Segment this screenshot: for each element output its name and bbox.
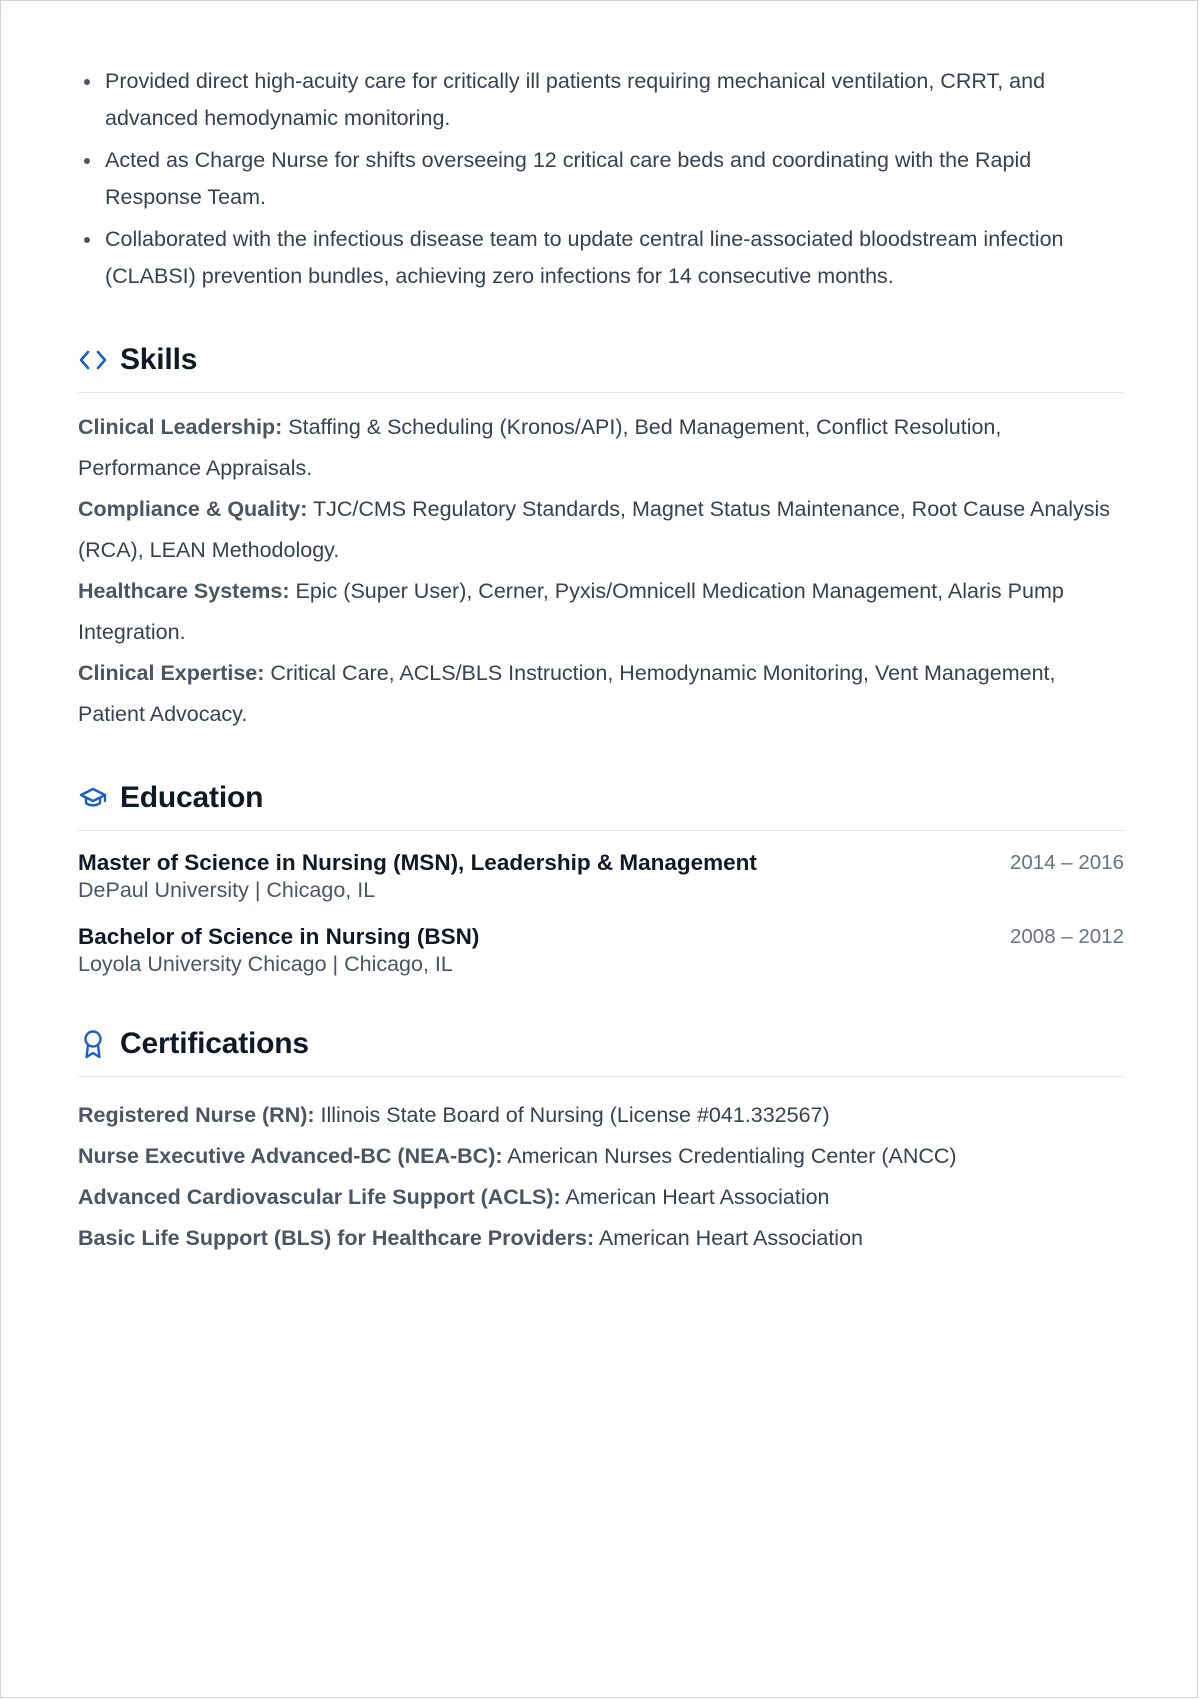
certifications-list [78, 1095, 1124, 1259]
certification-name: Basic Life Support (BLS) for Healthcare Providers: [78, 1226, 595, 1250]
degree-name: Master of Science in Nursing (MSN), Leadership & Management [78, 850, 757, 875]
skill-group-text: Epic (Super User), Cerner, Pyxis/Omnicell Medication Management, Alaris Pump Integration. [78, 579, 1064, 644]
skill-group-label: Healthcare Systems: [78, 579, 290, 603]
certifications-heading [78, 1017, 1124, 1077]
skill-group-text: Staffing & Scheduling (Kronos/API), Bed Management, Conflict Resolution, Performance Appraisals. [78, 415, 1002, 480]
skill-group-label: Clinical Expertise: [78, 661, 265, 685]
experience-bullet: Acted as Charge Nurse for shifts overseeing 12 critical care beds and coordinating with the Rapid Response Team. [105, 142, 1124, 216]
certification-item [78, 1136, 1124, 1177]
education-dates: 2008 – 2012 [1009, 925, 1124, 948]
certification-name: Advanced Cardiovascular Life Support (ACLS): [78, 1185, 561, 1209]
certification-issuer: American Heart Association [594, 1226, 863, 1250]
education-section [78, 771, 1124, 977]
skill-group [78, 407, 1124, 489]
certification-name: Nurse Executive Advanced-BC (NEA-BC): [78, 1144, 503, 1168]
skill-group-label: Compliance & Quality: [78, 497, 308, 521]
skill-group-text: TJC/CMS Regulatory Standards, Magnet Status Maintenance, Root Cause Analysis (RCA), LEAN Methodology. [78, 497, 1111, 562]
degree-name: Bachelor of Science in Nursing (BSN) [78, 924, 480, 949]
education-dates: 2014 – 2016 [1009, 851, 1124, 874]
skill-group [78, 653, 1124, 735]
award-ribbon-icon [78, 1029, 108, 1059]
experience-bullet-list [78, 63, 1124, 295]
certification-item [78, 1177, 1124, 1218]
education-entry [78, 923, 1124, 977]
skill-group [78, 489, 1124, 571]
certifications-section [78, 1017, 1124, 1259]
code-brackets-icon [78, 345, 108, 375]
experience-bullet: Provided direct high-acuity care for critically ill patients requiring mechanical ventilation, CRRT, and advanced hemodynamic monitoring. [105, 63, 1124, 137]
certification-issuer: American Nurses Credentialing Center (ANCC) [502, 1144, 957, 1168]
certification-issuer: Illinois State Board of Nursing (License #041.332567) [314, 1103, 830, 1127]
skills-list [78, 407, 1124, 735]
skill-group-label: Clinical Leadership: [78, 415, 283, 439]
skills-title: Skills [120, 342, 198, 376]
skills-heading [78, 333, 1124, 393]
certification-issuer: American Heart Association [560, 1185, 830, 1209]
certification-item [78, 1218, 1124, 1259]
certification-item [78, 1095, 1124, 1136]
school-name: Loyola University Chicago | Chicago, IL [78, 952, 453, 976]
school-name: DePaul University | Chicago, IL [78, 878, 376, 902]
education-heading [78, 771, 1124, 831]
resume-content [78, 1, 1124, 1259]
certification-name: Registered Nurse (RN): [78, 1103, 315, 1127]
experience-bullet: Collaborated with the infectious disease team to update central line-associated bloodstream infection (CLABSI) prevention bundles, achieving zero infections for 14 consecutive months. [105, 221, 1124, 295]
education-entry [78, 849, 1124, 903]
skill-group [78, 571, 1124, 653]
education-title: Education [120, 780, 264, 814]
skills-section [78, 333, 1124, 735]
skill-group-text: Critical Care, ACLS/BLS Instruction, Hemodynamic Monitoring, Vent Management, Patient Advocacy. [78, 661, 1056, 726]
certifications-title: Certifications [120, 1026, 309, 1060]
graduation-cap-icon [78, 783, 108, 813]
